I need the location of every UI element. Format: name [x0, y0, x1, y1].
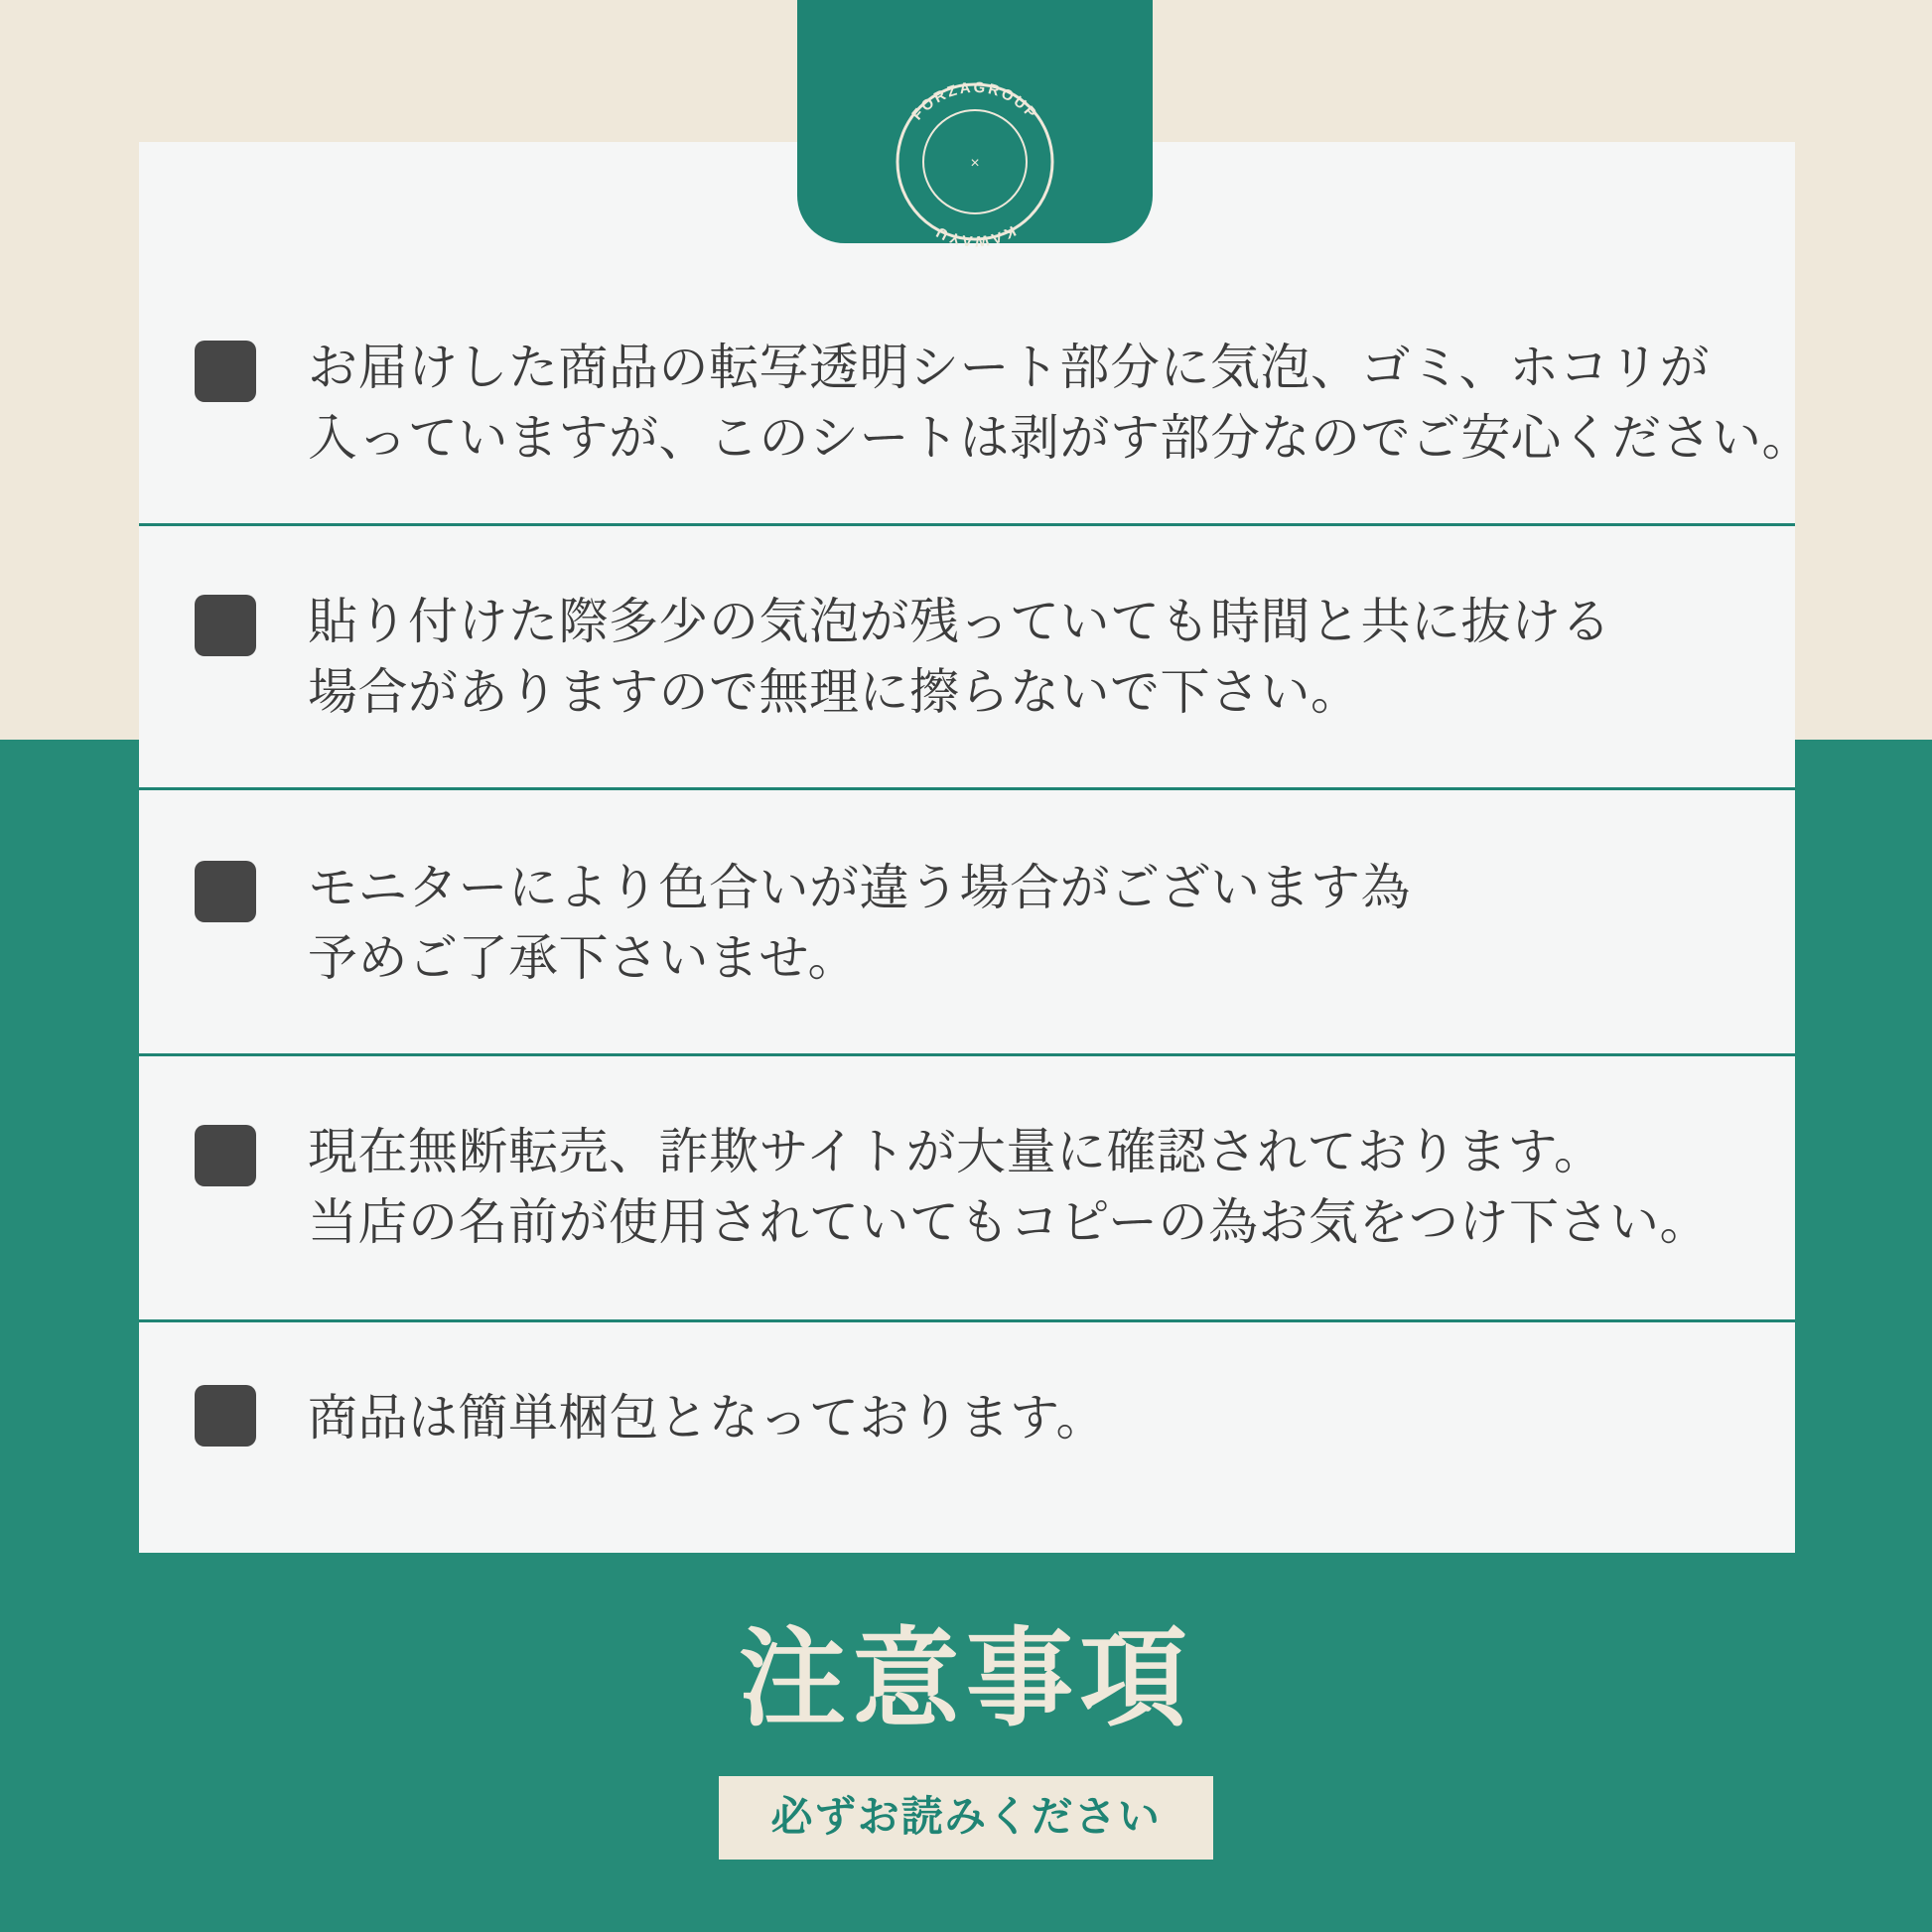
brand-logo-badge	[797, 0, 1153, 250]
list-item-line: 貼り付けた際多少の気泡が残っていても時間と共に抜ける	[308, 594, 1611, 649]
list-item-text	[308, 1381, 1735, 1453]
list-item	[139, 1319, 1795, 1553]
read-notice-badge: 必ずお読みください	[719, 1776, 1212, 1860]
list-item	[139, 523, 1795, 787]
svg-text:FORZAGROUP: FORZAGROUP	[908, 78, 1041, 124]
list-item-text	[308, 585, 1735, 728]
list-item-text	[308, 1115, 1735, 1258]
svg-text:KAWAYU: KAWAYU	[931, 221, 1019, 250]
notes-panel	[139, 142, 1812, 1553]
list-item-line: 現在無断転売、詐欺サイトが大量に確認されております。	[308, 1124, 1604, 1179]
list-item	[139, 1053, 1795, 1319]
list-item-line: 場合がありますので無理に擦らないで下さい。	[308, 664, 1361, 720]
list-item-line: お届けした商品の転写透明シート部分に気泡、ゴミ、ホコリが	[308, 340, 1710, 395]
brand-logo-icon	[881, 68, 1069, 256]
square-bullet-icon	[195, 341, 256, 402]
square-bullet-icon	[195, 1385, 256, 1447]
list-item-line: 予めご了承下さいませ。	[308, 930, 858, 986]
footer	[0, 1620, 1932, 1860]
list-item-text	[308, 851, 1735, 994]
svg-text:×: ×	[970, 155, 980, 172]
list-item-text	[308, 331, 1812, 474]
square-bullet-icon	[195, 1125, 256, 1186]
list-item	[139, 787, 1795, 1053]
square-bullet-icon	[195, 595, 256, 656]
page-title: 注意事項	[739, 1618, 1193, 1738]
list-item-line: 入っていますが、このシートは剥がす部分なのでご安心ください。	[308, 410, 1812, 466]
square-bullet-icon	[195, 861, 256, 922]
list-item-line: モニターにより色合いが違う場合がございます為	[308, 860, 1411, 915]
list-item-line: 商品は簡単梱包となっております。	[308, 1390, 1106, 1446]
list-item-line: 当店の名前が使用されていてもコピーの為お気をつけ下さい。	[308, 1194, 1710, 1250]
